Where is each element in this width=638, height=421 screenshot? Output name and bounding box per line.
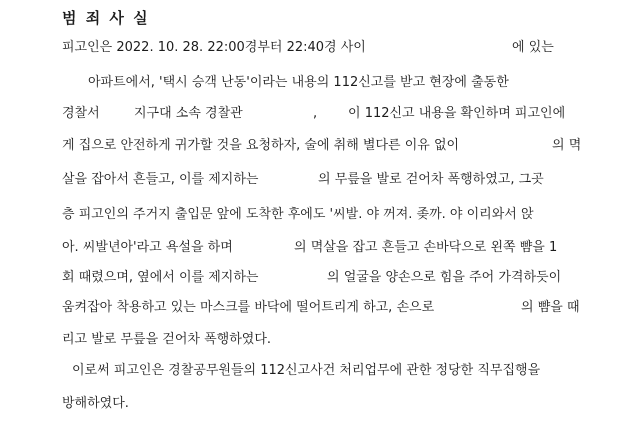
line-1-text-b: 에 있는 — [512, 40, 554, 55]
line-3-text-b: 지구대 소속 경찰관 — [134, 106, 243, 121]
line-10-text-a: 리고 발로 무릎을 걷어차 폭행하였다. — [62, 332, 272, 347]
line-3-text-a: 경찰서 — [62, 106, 100, 121]
line-11-text-a: 이로써 피고인은 경찰공무원들의 112신고사건 처리업무에 관한 정당한 직무집행을 — [72, 363, 541, 378]
line-1-text-a: 피고인은 2022. 10. 28. 22:00경부터 22:40경 사이 — [62, 40, 366, 55]
line-8-text-a: 회 때렸으며, 옆에서 이를 제지하는 — [62, 270, 259, 285]
document-heading: 범 죄 사 실 — [62, 9, 150, 27]
line-3-text-d: 이 112신고 내용을 확인하며 피고인에 — [348, 106, 566, 121]
line-3-text-c: , — [313, 106, 318, 121]
line-7-text-a: 아. 씨발년아'라고 욕설을 하며 — [62, 240, 233, 255]
line-8-text-b: 의 얼굴을 양손으로 힘을 주어 가격하듯이 — [327, 270, 562, 285]
line-7-text-b: 의 멱살을 잡고 흔들고 손바닥으로 왼쪽 뺨을 1 — [294, 240, 558, 255]
line-12-text-a: 방해하였다. — [62, 396, 129, 411]
line-5-text-a: 살을 잡아서 흔들고, 이를 제지하는 — [62, 172, 259, 187]
line-5-text-b: 의 무릎을 발로 걷어차 폭행하였고, 그곳 — [318, 172, 544, 187]
line-9-text-b: 의 뺨을 때 — [521, 300, 580, 315]
line-9-text-a: 움켜잡아 착용하고 있는 마스크를 바닥에 떨어트리게 하고, 손으로 — [62, 300, 435, 315]
line-4-text-b: 의 멱 — [552, 138, 582, 153]
line-2-text-a: 아파트에서, '택시 승객 난동'이라는 내용의 112신고를 받고 현장에 출동한 — [88, 75, 509, 90]
line-6-text-a: 층 피고인의 주거지 출입문 앞에 도착한 후에도 '씨발. 야 꺼져. 좆까. 야 이리와서 앉 — [62, 207, 534, 222]
line-4-text-a: 게 집으로 안전하게 귀가할 것을 요청하자, 술에 취해 별다른 이유 없이 — [62, 138, 460, 153]
